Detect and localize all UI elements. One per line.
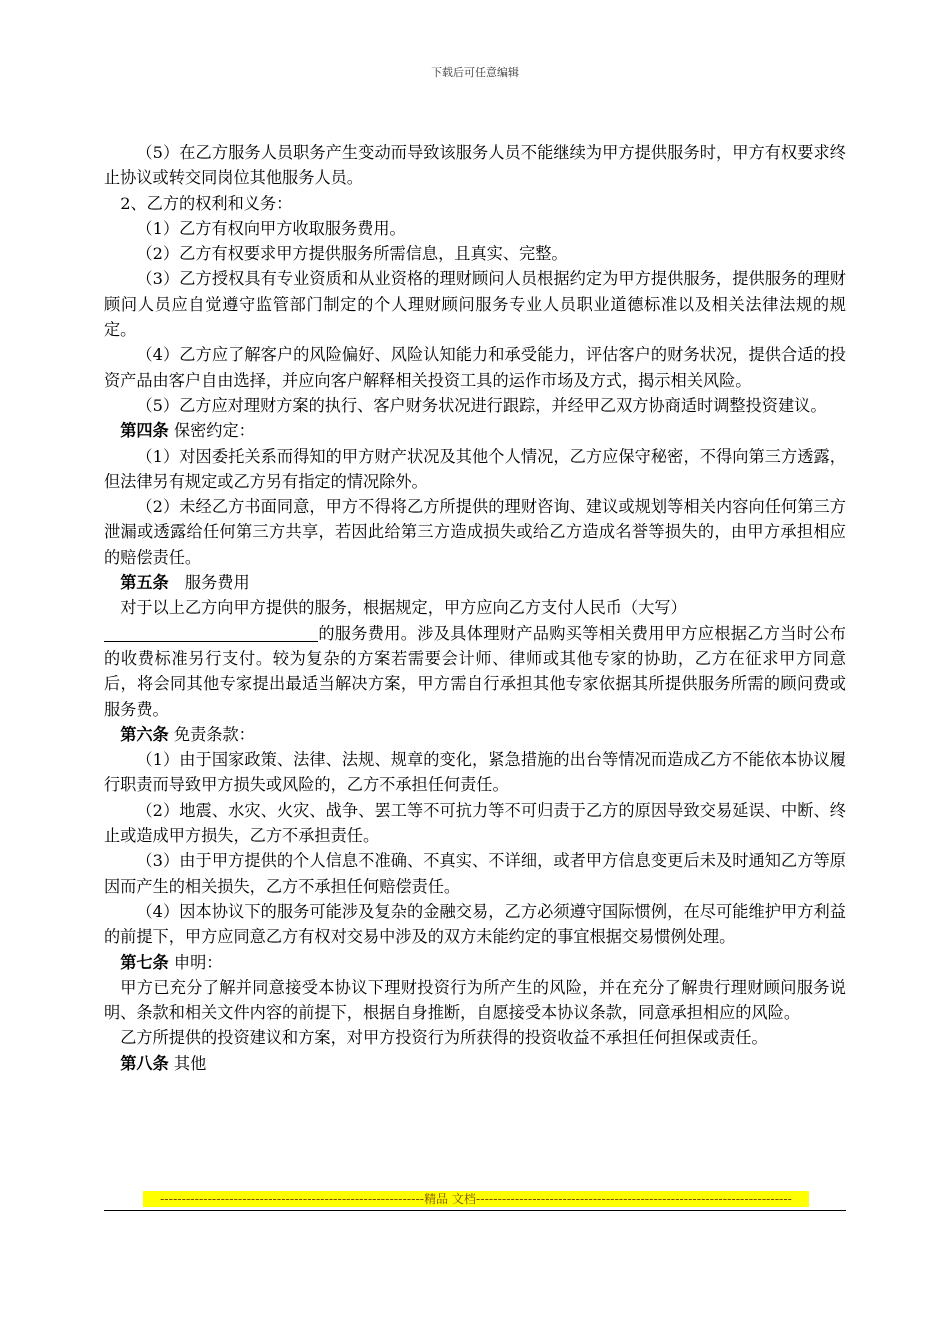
article-4-heading: 保密约定： [168, 421, 255, 441]
article-7-title: 第七条 [120, 952, 169, 972]
article-6-header [104, 722, 846, 747]
article-6-item: （3）由于甲方提供的个人信息不准确、不真实、不详细，或者甲方信息变更后未及时通知乙方等原因而产生的相关损失，乙方不承担任何赔偿责任。 [104, 851, 846, 896]
paragraph: （5）在乙方服务人员职务产生变动而导致该服务人员不能继续为甲方提供服务时，甲方有权要求终止协议或转交同岗位其他服务人员。 [104, 143, 846, 188]
page-header: 下载后可任意编辑 [431, 66, 519, 79]
article-8-title: 第八条 [120, 1053, 169, 1073]
paragraph: （3）乙方授权具有专业资质和从业资格的理财顾问人员根据约定为甲方提供服务，提供服务的理财顾问人员应自觉遵守监管部门制定的个人理财顾问服务专业人员职业道德标准以及相关法律法规的规定。 [104, 269, 846, 340]
article-7-item: 乙方所提供的投资建议和方案，对甲方投资行为所获得的投资收益不承担任何担保或责任。 [120, 1028, 768, 1048]
article-7-header [104, 950, 846, 975]
article-6-item: （4）因本协议下的服务可能涉及复杂的金融交易，乙方必须遵守国际惯例，在尽可能维护甲方利益的前提下，甲方应同意乙方有权对交易中涉及的双方未能约定的事宜根据交易惯例处理。 [104, 901, 846, 947]
article-8-heading: 其他 [168, 1053, 207, 1073]
document-body [104, 140, 846, 1076]
article-4-header [104, 418, 846, 443]
footer-divider [104, 1210, 846, 1211]
article-6-title: 第六条 [120, 724, 169, 744]
article-5-header [104, 570, 846, 595]
fee-amount-blank [104, 623, 318, 642]
article-7-item: 甲方已充分了解并同意接受本协议下理财投资行为所产生的风险，并在充分了解贵行理财顾问服务说明、条款和相关文件内容的前提下，根据自身推断，自愿接受本协议条款，同意承担相应的风险。 [104, 977, 846, 1023]
footer-watermark-band: -------------------------------------------------------------精品 文档------------------------------------------------------------------------- [143, 1191, 809, 1207]
article-4-item: （2）未经乙方书面同意，甲方不得将乙方所提供的理财咨询、建议或规划等相关内容向任何第三方泄漏或透露给任何第三方共享，若因此给第三方造成损失或给乙方造成名誉等损失的，由甲方承担相应的赔偿责任。 [104, 497, 846, 567]
article-5-body [104, 621, 846, 722]
article-6-item: （2）地震、水灾、火灾、战争、罢工等不可抗力等不可归责于乙方的原因导致交易延误、中断、终止或造成甲方损失，乙方不承担责任。 [104, 800, 846, 846]
paragraph: （5）乙方应对理财方案的执行、客户财务状况进行跟踪，并经甲乙双方协商适时调整投资建议。 [136, 395, 827, 415]
article-5-heading: 服务费用 [168, 573, 250, 593]
article-8-header [104, 1051, 846, 1076]
article-4-title: 第四条 [120, 421, 169, 441]
article-6-item: （1）由于国家政策、法律、法规、规章的变化，紧急措施的出台等情况而造成乙方不能依本协议履行职责而导致甲方损失或风险的，乙方不承担任何责任。 [104, 750, 846, 795]
article-6-heading: 免责条款： [168, 724, 255, 744]
article-7-heading: 申明： [168, 952, 223, 972]
article-4-item: （1）对因委托关系而得知的甲方财产状况及其他个人情况，乙方应保守秘密，不得向第三方透露，但法律另有规定或乙方另有指定的情况除外。 [104, 446, 846, 491]
article-5-line-1: 对于以上乙方向甲方提供的服务，根据规定，甲方应向乙方支付人民币（大写） [120, 598, 687, 618]
paragraph: （2）乙方有权要求甲方提供服务所需信息，且真实、完整。 [136, 244, 568, 264]
article-5-line-2: 的服务费用。涉及具体理财产品购买等相关费用甲方应根据乙方当时公布的收费标准另行支付。较为复杂的方案若需要会计师、律师或其他专家的协助，乙方在征求甲方同意后，将会同其他专家提出最适当解决方案，甲方需自行承担其他专家依据其所提供服务所需的顾问费或服务费。 [104, 623, 846, 719]
paragraph: 2、乙方的权利和义务： [120, 193, 293, 213]
paragraph: （4）乙方应了解客户的风险偏好、风险认知能力和承受能力，评估客户的财务状况，提供合适的投资产品由客户自由选择，并应向客户解释相关投资工具的运作市场及方式，揭示相关风险。 [104, 345, 846, 390]
article-5-title: 第五条 [120, 573, 169, 593]
paragraph: （1）乙方有权向甲方收取服务费用。 [136, 218, 406, 238]
